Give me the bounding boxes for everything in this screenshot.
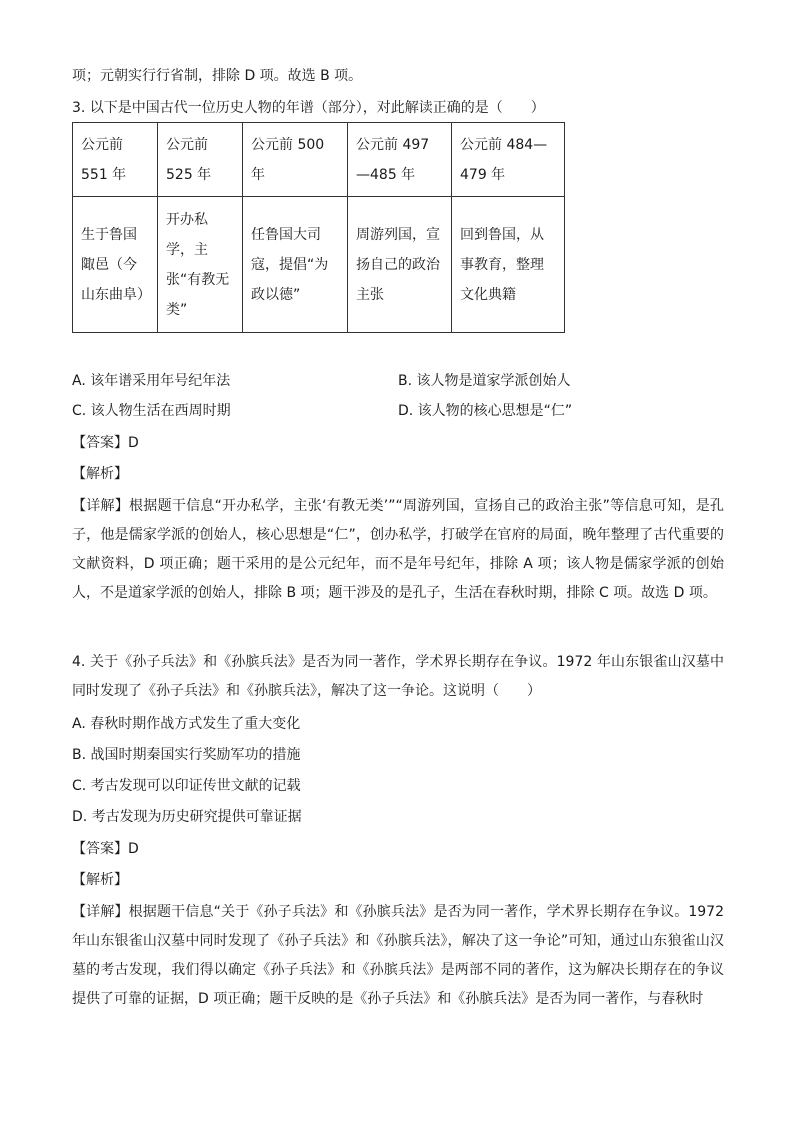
q4-option-a: A. 春秋时期作战方式发生了重大变化 (72, 716, 301, 732)
q4-option-b: B. 战国时期秦国实行奖励军功的措施 (72, 747, 301, 763)
question-3-stem: 3. 以下是中国古代一位历史人物的年谱（部分），对此解读正确的是（ ） (72, 100, 545, 116)
chronology-table (72, 122, 565, 333)
table-cell-event: 任鲁国大司寇，提倡“为政以德” (243, 197, 348, 333)
table-cell-year: 公元前 551 年 (73, 123, 158, 197)
q4-option-d: D. 考古发现为历史研究提供可靠证据 (72, 809, 302, 825)
q4-answer: 【答案】D (72, 841, 139, 857)
table-cell-event: 开办私学，主张“有教无类” (158, 197, 243, 333)
q4-option-c: C. 考古发现可以印证传世文献的记载 (72, 778, 301, 794)
q3-option-c: C. 该人物生活在西周时期 (72, 403, 231, 419)
q3-option-d: D. 该人物的核心思想是“仁” (398, 403, 573, 419)
q4-detail: 【详解】根据题干信息“关于《孙子兵法》和《孙膑兵法》是否为同一著作，学术界长期存在争议。1972 年山东银雀山汉墓中同时发现了《孙子兵法》和《孙膑兵法》，解决了这一争论”可知，通过山东狼雀山汉墓的考古发现，我们得以确定《孙子兵法》和《孙膑兵法》是两部不同的著作，这为解决长期存在的争议提供了可靠的证据，D 项正确；题干反映的是《孙子兵法》和《孙膑兵法》是否为同一著作，与春秋时 (72, 904, 724, 1007)
q4-analysis-heading: 【解析】 (72, 872, 128, 888)
table-row-years (73, 123, 565, 197)
q3-option-b: B. 该人物是道家学派创始人 (398, 373, 571, 389)
table-cell-event: 生于鲁国陬邑（今山东曲阜） (73, 197, 158, 333)
question-4-stem: 4. 关于《孙子兵法》和《孙膑兵法》是否为同一著作，学术界长期存在争议。1972 年山东银雀山汉墓中同时发现了《孙子兵法》和《孙膑兵法》，解决了这一争论。这说明（ ） (72, 654, 724, 699)
table-cell-event: 回到鲁国，从事教育，整理文化典籍 (452, 197, 565, 333)
table-row-events (73, 197, 565, 333)
q3-option-a: A. 该年谱采用年号纪年法 (72, 373, 231, 389)
table-cell-event: 周游列国，宣扬自己的政治主张 (348, 197, 452, 333)
previous-answer-tail: 项；元朝实行行省制，排除 D 项。故选 B 项。 (72, 68, 363, 84)
q3-detail: 【详解】根据题干信息“开办私学，主张‘有教无类’”“周游列国，宣扬自己的政治主张”等信息可知，是孔子，他是儒家学派的创始人，核心思想是“仁”，创办私学，打破学在官府的局面，晚年整理了古代重要的文献资料，D 项正确；题干采用的是公元纪年，而不是年号纪年，排除 A 项；该人物是儒家学派的创始人，不是道家学派的创始人，排除 B 项；题干涉及的是孔子，生活在春秋时期，排除 C 项。故选 D 项。 (72, 498, 724, 601)
q3-answer: 【答案】D (72, 435, 139, 451)
q3-analysis-heading: 【解析】 (72, 466, 128, 482)
table-cell-year: 公元前 525 年 (158, 123, 243, 197)
table-cell-year: 公元前 500 年 (243, 123, 348, 197)
table-cell-year: 公元前 484—479 年 (452, 123, 565, 197)
table-cell-year: 公元前 497—485 年 (348, 123, 452, 197)
